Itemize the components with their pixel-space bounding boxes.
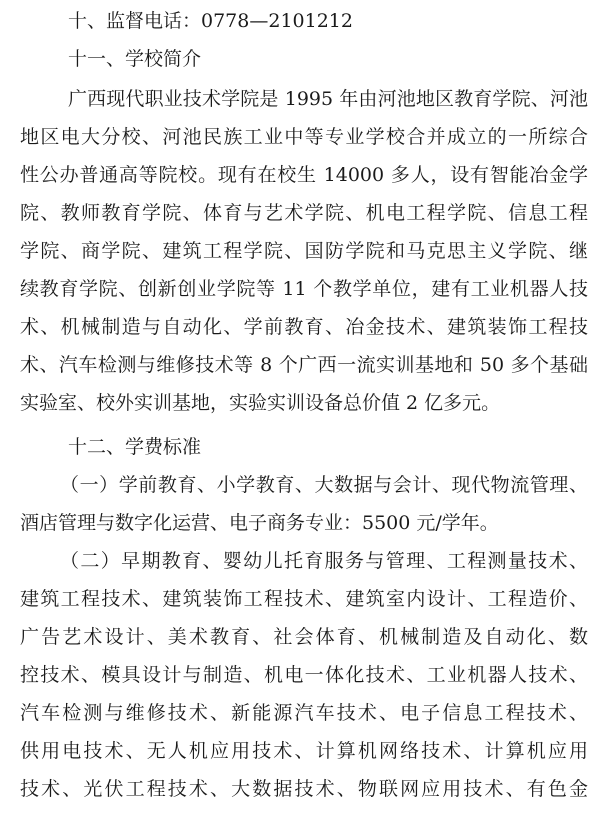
intro-line: 学院、商学院、建筑工程学院、国防学院和马克思主义学院、继	[20, 240, 588, 262]
school-intro-heading: 十一、学校简介	[68, 48, 202, 70]
fee-line: 汽车检测与维修技术、新能源汽车技术、电子信息工程技术、	[20, 702, 588, 724]
intro-line: 实验室、校外实训基地，实验实训设备总价值 2 亿多元。	[20, 392, 501, 414]
intro-line: 性公办普通高等院校。现有在校生 14000 多人，设有智能冶金学	[20, 164, 588, 186]
intro-line: 广西现代职业技术学院是 1995 年由河池地区教育学院、河池	[68, 88, 588, 110]
intro-line: 地区电大分校、河池民族工业中等专业学校合并成立的一所综合	[20, 126, 588, 148]
fee-line: 控技术、模具设计与制造、机电一体化技术、工业机器人技术、	[20, 664, 588, 686]
intro-line: 术、机械制造与自动化、学前教育、冶金技术、建筑装饰工程技	[20, 316, 588, 338]
fee-line: （二）早期教育、婴幼儿托育服务与管理、工程测量技术、	[60, 550, 588, 572]
fee-line: 建筑工程技术、建筑装饰工程技术、建筑室内设计、工程造价、	[20, 588, 588, 610]
fee-line: 供用电技术、无人机应用技术、计算机网络技术、计算机应用	[20, 740, 588, 762]
fee-line: 广告艺术设计、美术教育、社会体育、机械制造及自动化、数	[20, 626, 588, 648]
intro-line: 续教育学院、创新创业学院等 11 个教学单位，建有工业机器人技	[20, 278, 588, 300]
tuition-heading: 十二、学费标准	[68, 436, 202, 458]
fee-line: 技术、光伏工程技术、大数据技术、物联网应用技术、有色金	[20, 778, 588, 800]
intro-line: 术、汽车检测与维修技术等 8 个广西一流实训基地和 50 多个基础	[20, 354, 588, 376]
fee-line: （一）学前教育、小学教育、大数据与会计、现代物流管理、	[60, 474, 588, 496]
intro-line: 院、教师教育学院、体育与艺术学院、机电工程学院、信息工程	[20, 202, 588, 224]
fee-line: 酒店管理与数字化运营、电子商务专业：5500 元/学年。	[20, 512, 499, 534]
supervision-phone-heading: 十、监督电话：0778—2101212	[68, 10, 353, 32]
